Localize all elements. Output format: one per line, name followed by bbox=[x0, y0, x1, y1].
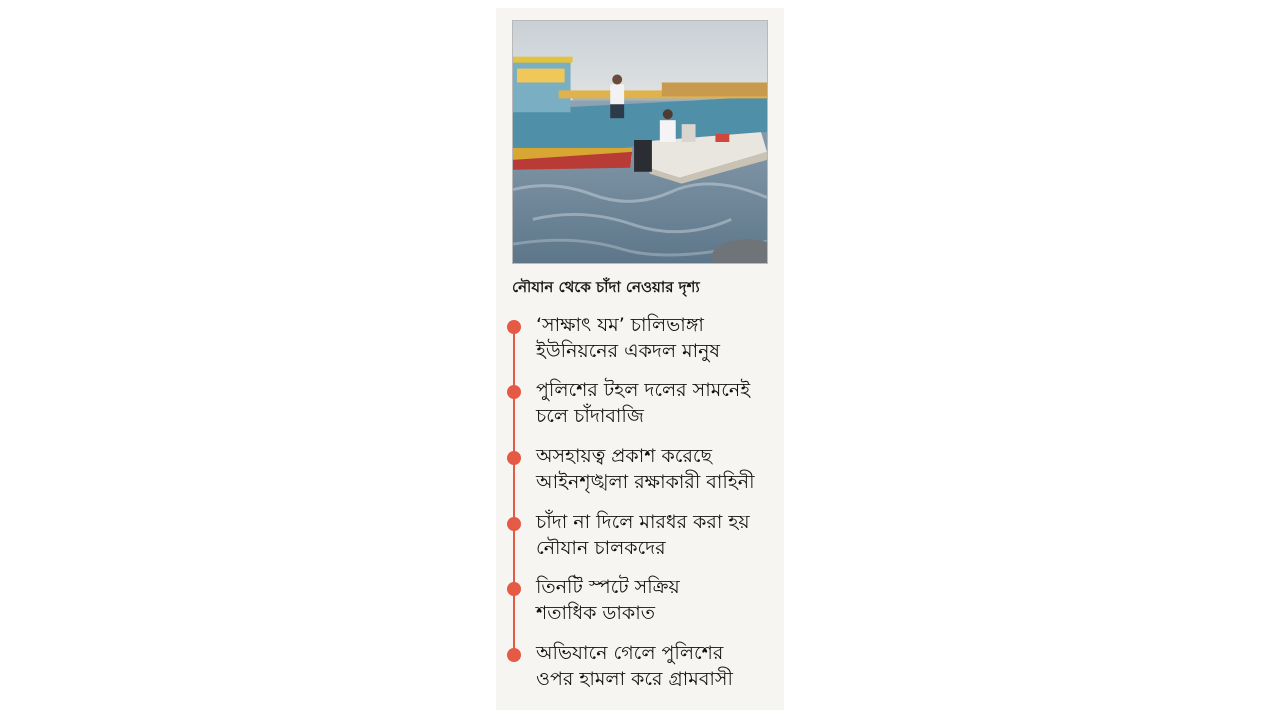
key-point-3 bbox=[496, 443, 784, 499]
key-point-text: ‘সাক্ষাৎ যম’ চালিভাঙ্গা ইউনিয়নের একদল মানুষ bbox=[536, 314, 720, 362]
key-point-6 bbox=[496, 640, 784, 696]
key-point-text: অভিযানে গেলে পুলিশের ওপর হামলা করে গ্রামবাসী bbox=[536, 642, 733, 690]
key-point-2 bbox=[496, 377, 784, 433]
key-point-text: অসহায়ত্ব প্রকাশ করেছে আইনশৃঙ্খলা রক্ষাকারী বাহিনী bbox=[536, 445, 755, 493]
key-point-5 bbox=[496, 574, 784, 630]
bullet-dot-icon bbox=[507, 451, 521, 465]
bullet-dot-icon bbox=[507, 320, 521, 334]
key-point-4 bbox=[496, 509, 784, 565]
news-info-card bbox=[496, 8, 784, 710]
bullet-dot-icon bbox=[507, 517, 521, 531]
boat-scene-image bbox=[513, 21, 767, 263]
news-photo bbox=[512, 20, 768, 264]
photo-caption: নৌযান থেকে চাঁদা নেওয়ার দৃশ্য bbox=[512, 278, 700, 296]
bullet-dot-icon bbox=[507, 385, 521, 399]
key-point-text: তিনটি স্পটে সক্রিয় শতাধিক ডাকাত bbox=[536, 576, 680, 624]
bullet-dot-icon bbox=[507, 582, 521, 596]
key-point-1 bbox=[496, 312, 784, 368]
bullet-dot-icon bbox=[507, 648, 521, 662]
key-point-text: পুলিশের টহল দলের সামনেই চলে চাঁদাবাজি bbox=[536, 379, 751, 427]
key-point-text: চাঁদা না দিলে মারধর করা হয় নৌযান চালকদের bbox=[536, 511, 750, 559]
